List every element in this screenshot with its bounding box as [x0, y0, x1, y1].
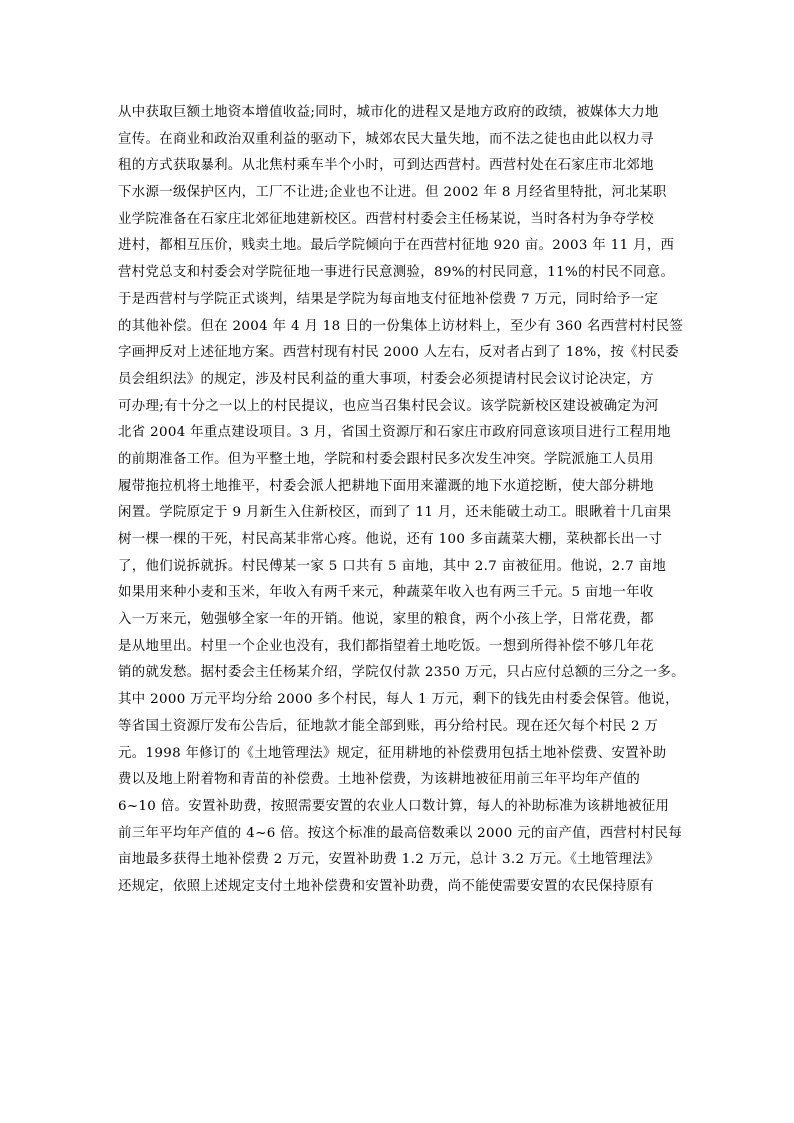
- text-line: 从中获取巨额土地资本增值收益;同时，城市化的进程又是地方政府的政绩，被媒体大力地: [118, 105, 659, 120]
- text-line: 元。1998 年修订的《土地管理法》规定，征用耕地的补偿费用包括土地补偿费、安置补助: [118, 745, 667, 761]
- text-line: 是从地里出。村里一个企业也没有，我们都指望着土地吃饭。一想到所得补偿不够几年花: [118, 638, 654, 654]
- text-line: 于是西营村与学院正式谈判，结果是学院为每亩地支付征地补偿费 7 万元，同时给予一定: [118, 291, 659, 307]
- text-line: 了，他们说拆就拆。村民傅某一家 5 口共有 5 亩地，其中 2.7 亩被征用。他说，2.7 亩地: [118, 558, 667, 574]
- text-line: 亩地最多获得土地补偿费 2 万元，安置补助费 1.2 万元，总计 3.2 万元。《土地管理法》: [118, 852, 660, 868]
- text-line: 如果用来种小麦和玉米，年收入有两千来元，种蔬菜年收入也有两三千元。5 亩地一年收: [118, 585, 654, 601]
- text-line: 北省 2004 年重点建设项目。3 月，省国土资源厅和石家庄市政府同意该项目进行工程用地: [118, 425, 671, 441]
- text-line: 入一万来元，勉强够全家一年的开销。他说，家里的粮食，两个小孩上学，日常花费，都: [118, 612, 654, 628]
- text-line: 业学院准备在石家庄北郊征地建新校区。西营村村委会主任杨某说，当时各村为争夺学校: [118, 211, 654, 227]
- text-line: 闲置。学院原定于 9 月新生入住新校区，而到了 11 月，还未能破土动工。眼瞅着十几亩果: [118, 505, 672, 521]
- text-line: 销的就发愁。据村委会主任杨某介绍，学院仅付款 2350 万元，只占应付总额的三分之一多。: [118, 665, 685, 681]
- text-line: 等省国土资源厅发布公告后，征地款才能全部到账，再分给村民。现在还欠每个村民 2 万: [118, 718, 659, 734]
- text-line: 履带拖拉机将土地推平，村委会派人把耕地下面用来灌溉的地下水道挖断，使大部分耕地: [118, 478, 654, 494]
- text-line: 下水源一级保护区内，工厂不让进;企业也不让进。但 2002 年 8 月经省里特批，河北某职: [118, 185, 667, 201]
- text-line: 可办理;有十分之一以上的村民提议，也应当召集村民会议。该学院新校区建设被确定为河: [118, 398, 659, 414]
- text-line: 进村，都相互压价，贱卖土地。最后学院倾向于在西营村征地 920 亩。2003 年 11 月，西: [118, 238, 675, 254]
- text-line: 的其他补偿。但在 2004 年 4 月 18 日的一份集体上访材料上，至少有 360 名西营村村民签: [118, 318, 684, 334]
- text-line: 的前期准备工作。但为平整土地，学院和村委会跟村民多次发生冲突。学院派施工人员用: [118, 451, 654, 467]
- text-line: 其中 2000 万元平均分给 2000 多个村民，每人 1 万元，剩下的钱先由村委会保管。他说，: [118, 692, 679, 708]
- text-line: 字画押反对上述征地方案。西营村现有村民 2000 人左右，反对者占到了 18%，按《村民委: [118, 345, 680, 361]
- text-line: 员会组织法》的规定，涉及村民利益的重大事项，村委会必须提请村民会议讨论决定，方: [118, 371, 654, 387]
- text-line: 前三年平均年产值的 4~6 倍。按这个标准的最高倍数乘以 2000 元的亩产值，西营村村民每: [118, 825, 683, 841]
- body-text: [118, 100, 688, 901]
- text-line: 还规定，依照上述规定支付土地补偿费和安置补助费，尚不能使需要安置的农民保持原有: [118, 878, 654, 894]
- text-line: 营村党总支和村委会对学院征地一事进行民意测验，89%的村民同意，11%的村民不同意。: [118, 265, 675, 281]
- text-line: 树一棵一棵的干死，村民高某非常心疼。他说，还有 100 多亩蔬菜大棚，菜秧都长出一寸: [118, 532, 663, 547]
- text-line: 6~10 倍。安置补助费，按照需要安置的农业人口数计算，每人的补助标准为该耕地被征用: [118, 798, 670, 814]
- text-line: 租的方式获取暴利。从北焦村乘车半个小时，可到达西营村。西营村处在石家庄市北郊地: [118, 158, 654, 174]
- text-line: 宣传。在商业和政治双重利益的驱动下，城郊农民大量失地，而不法之徒也由此以权力寻: [118, 131, 654, 147]
- text-line: 费以及地上附着物和青苗的补偿费。土地补偿费，为该耕地被征用前三年平均年产值的: [118, 772, 641, 788]
